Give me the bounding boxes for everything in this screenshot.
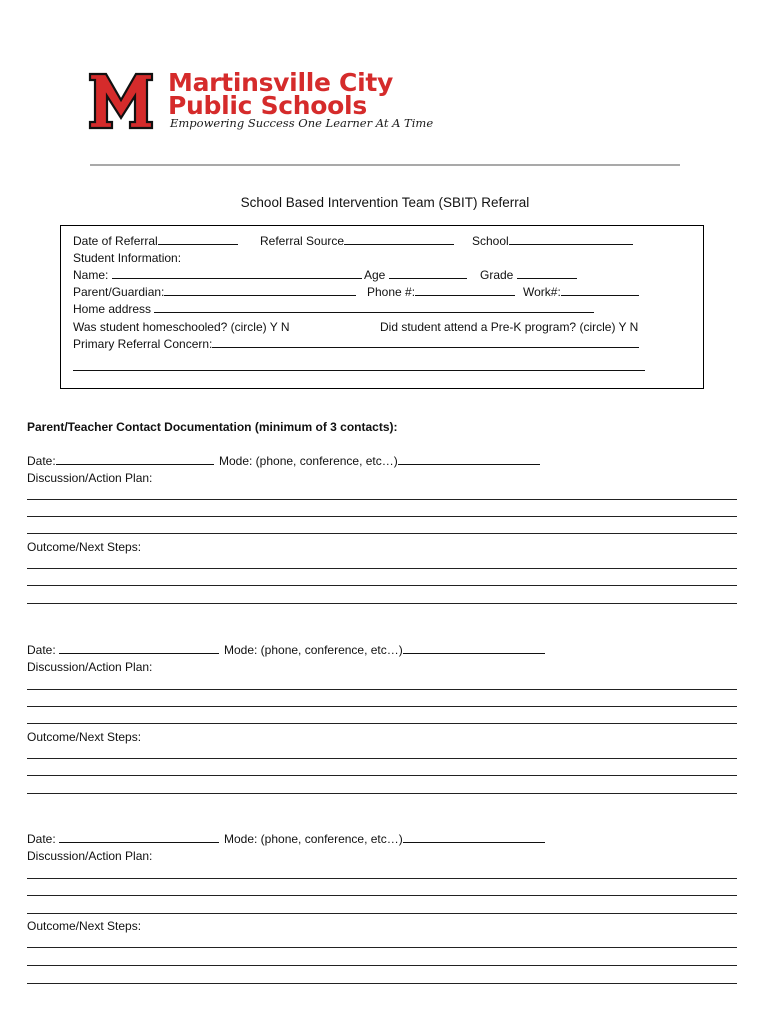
logo-line-1: Martinsville City: [168, 68, 394, 97]
contact-2-mode-field[interactable]: [224, 643, 545, 657]
contact-3-outcome-line-3[interactable]: [27, 983, 737, 984]
contact-3-date-field[interactable]: [27, 832, 219, 846]
mode-label: Mode: (phone, conference, etc…): [224, 832, 403, 846]
grade-field[interactable]: [480, 268, 577, 282]
form-title: School Based Intervention Team (SBIT) Referral: [240, 195, 530, 210]
date-of-referral-field[interactable]: [73, 234, 238, 248]
contact-1-discussion-line-2[interactable]: [27, 516, 737, 517]
contact-3-outcome-label: Outcome/Next Steps:: [27, 919, 142, 933]
contact-2-outcome-line-1[interactable]: [27, 758, 737, 759]
contact-2-discussion-line-2[interactable]: [27, 706, 737, 707]
contact-1-mode-field[interactable]: [219, 454, 540, 468]
contact-2-discussion-line-1[interactable]: [27, 689, 737, 690]
grade-label: Grade: [480, 268, 514, 282]
contact-2-date-field[interactable]: [27, 643, 219, 657]
student-information-label: Student Information:: [73, 251, 182, 265]
name-label: Name:: [73, 268, 109, 282]
contact-2-discussion-line-3[interactable]: [27, 723, 737, 724]
contact-2-outcome-line-2[interactable]: [27, 775, 737, 776]
referral-source-label: Referral Source: [260, 234, 345, 248]
home-address-label: Home address: [73, 302, 152, 316]
contact-3-discussion-line-2[interactable]: [27, 895, 737, 896]
contact-2-outcome-line-3[interactable]: [27, 793, 737, 794]
contact-1-discussion-line-3[interactable]: [27, 533, 737, 534]
logo-line-2: Public Schools: [168, 91, 367, 120]
primary-concern-field[interactable]: [73, 337, 639, 351]
mode-label: Mode: (phone, conference, etc…): [219, 454, 398, 468]
contact-3-outcome-line-2[interactable]: [27, 965, 737, 966]
date-label: Date:: [27, 643, 56, 657]
primary-concern-line-2[interactable]: [73, 370, 645, 371]
work-phone-label: Work#:: [523, 285, 561, 299]
school-label: School: [472, 234, 509, 248]
age-field[interactable]: [364, 268, 467, 282]
phone-label: Phone #:: [367, 285, 416, 299]
work-phone-field[interactable]: [523, 285, 639, 299]
contact-2-outcome-label: Outcome/Next Steps:: [27, 730, 142, 744]
home-address-field[interactable]: [73, 302, 594, 316]
mode-label: Mode: (phone, conference, etc…): [224, 643, 403, 657]
contact-3-outcome-line-1[interactable]: [27, 947, 737, 948]
contact-1-discussion-label: Discussion/Action Plan:: [27, 471, 153, 485]
contact-3-discussion-label: Discussion/Action Plan:: [27, 849, 153, 863]
date-label: Date:: [27, 454, 56, 468]
school-field[interactable]: [472, 234, 633, 248]
phone-field[interactable]: [367, 285, 515, 299]
contact-section-heading: Parent/Teacher Contact Documentation (minimum of 3 contacts):: [27, 420, 398, 434]
contact-1-discussion-line-1[interactable]: [27, 499, 737, 500]
parent-guardian-field[interactable]: [73, 285, 356, 299]
referral-source-field[interactable]: [260, 234, 454, 248]
parent-guardian-label: Parent/Guardian:: [73, 285, 165, 299]
contact-1-date-field[interactable]: [27, 454, 214, 468]
header-divider: [90, 164, 680, 166]
logo-tagline: Empowering Success One Learner At A Time: [170, 116, 434, 130]
contact-3-discussion-line-1[interactable]: [27, 878, 737, 879]
age-label: Age: [364, 268, 386, 282]
homeschooled-question[interactable]: Was student homeschooled? (circle) Y N: [73, 320, 290, 334]
date-label: Date:: [27, 832, 56, 846]
contact-1-outcome-line-3[interactable]: [27, 603, 737, 604]
contact-1-outcome-label: Outcome/Next Steps:: [27, 540, 142, 554]
contact-3-discussion-line-3[interactable]: [27, 913, 737, 914]
m-monogram-icon: [88, 70, 154, 132]
contact-2-discussion-label: Discussion/Action Plan:: [27, 660, 153, 674]
name-field[interactable]: [73, 268, 362, 282]
contact-1-outcome-line-1[interactable]: [27, 568, 737, 569]
date-of-referral-label: Date of Referral: [73, 234, 158, 248]
contact-1-outcome-line-2[interactable]: [27, 585, 737, 586]
pre-k-question[interactable]: Did student attend a Pre-K program? (circle) Y N: [380, 320, 639, 334]
primary-concern-label: Primary Referral Concern:: [73, 337, 213, 351]
contact-3-mode-field[interactable]: [224, 832, 545, 846]
